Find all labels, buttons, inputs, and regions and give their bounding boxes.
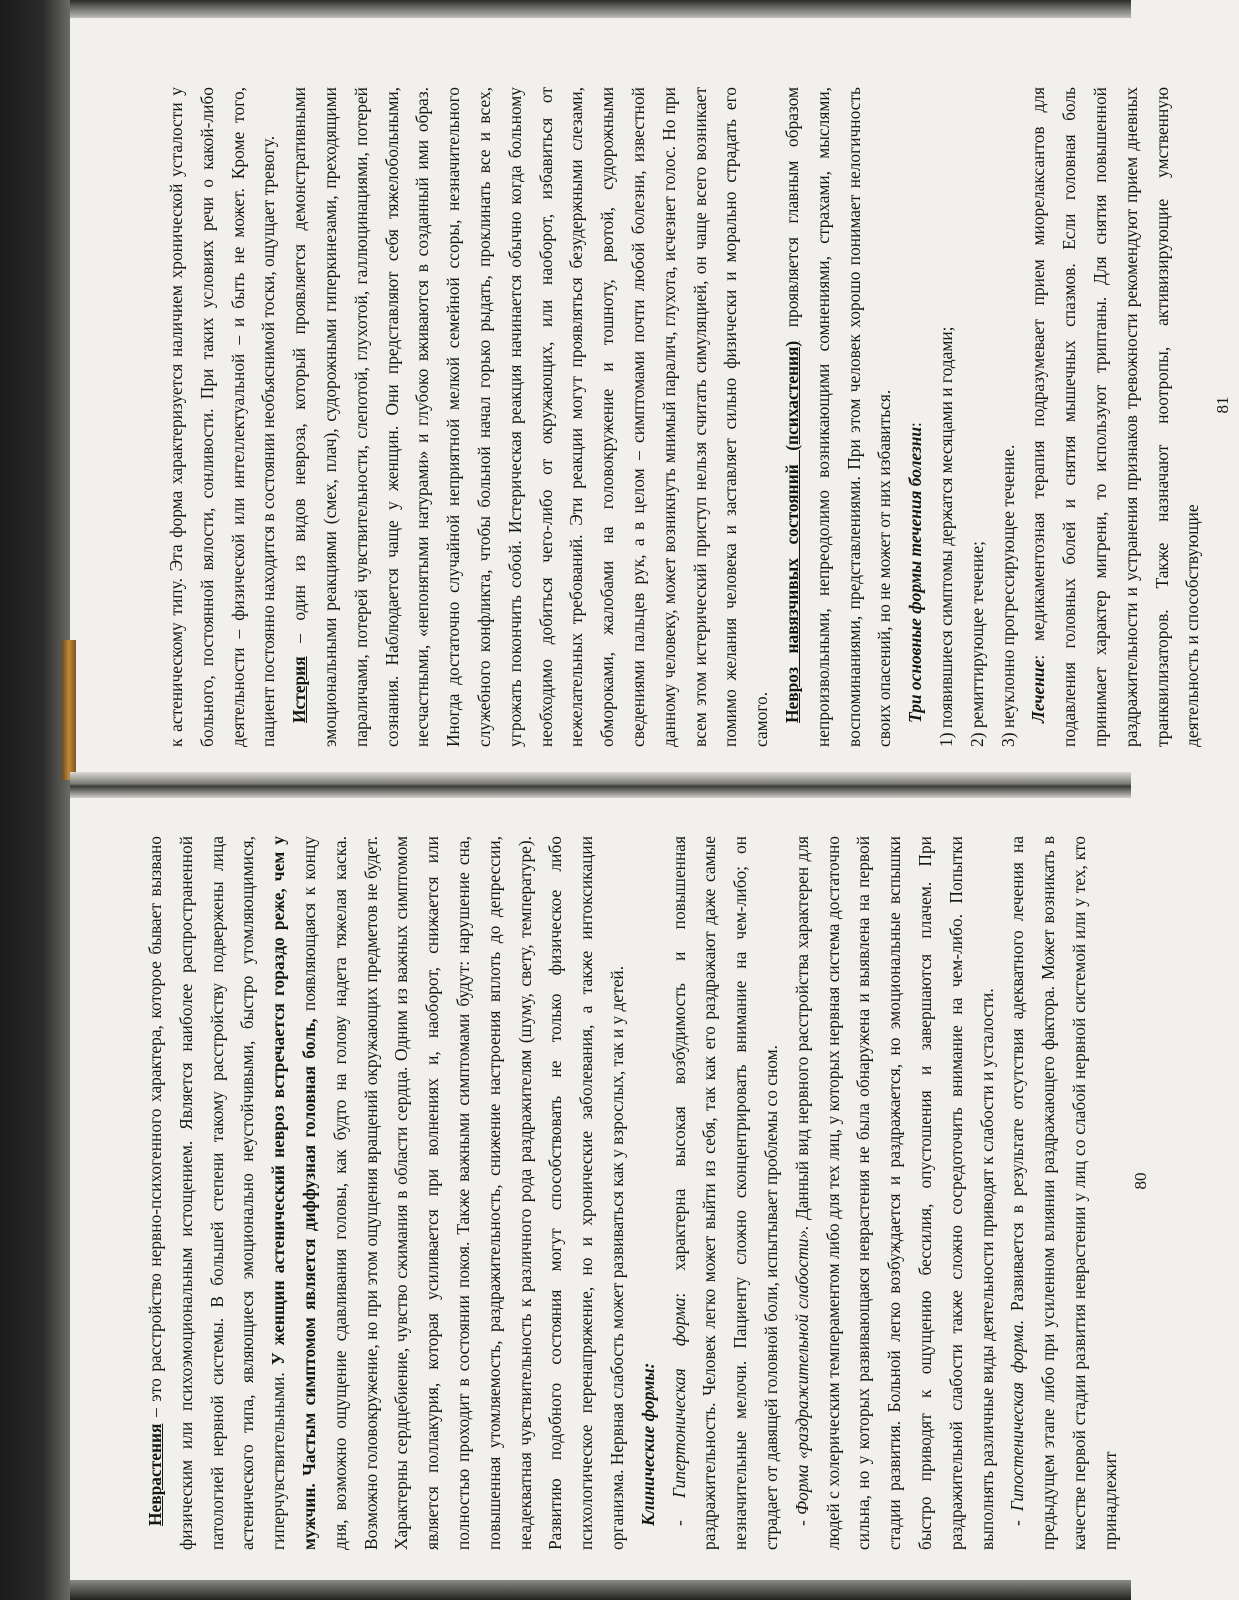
page-81 [161, 87, 1239, 747]
treatment-paragraph [1023, 87, 1208, 747]
neurasthenia-text: – это расстройство нервно-психогенного характера, которое бывает вызвано физическим или психоэмоциональным истощением. Является наиболее распространенной патологией нервной системы. В большей степени такому расстройству подвержены лица астенического типа, являющиеся эмоционально неустойчивыми, быстро утомляющимися, гиперчувствительными. [145, 836, 289, 1550]
form-hyposthenic: - Гипостеническая форма. Развивается в результате отсутствия адекватного лечения на предыдущем этапе либо при усиленном влиянии раздражающего фактора. Может возникать в качестве первой стадии развития неврастении у лиц со слабой нервной системой или у тех, кто принадлежит [1007, 835, 1120, 1550]
form-hyposthenic-text: . Развивается в результате отсутствия адекватного лечения на предыдущем этапе либо при усиленном влиянии раздражающего фактора. Может возникать в качестве первой стадии развития неврастении у лиц со слабой нервной системой или у тех, кто принадлежит [1007, 835, 1120, 1550]
form-irritable-name: Форма «раздражительной слабости». [791, 1225, 812, 1515]
obsessive-term: Невроз навязчивых состояний (психастения) [781, 340, 802, 723]
scan-edge-left [0, 0, 70, 1600]
neurasthenia-term: Неврастения [145, 1423, 165, 1526]
neurasthenia-tail: появляющаяся к концу дня, возможно ощущение сдавливания головы, как будто на голову надета тяжелая каска. Возможно головокружение, но при этом ощущения вращений окружающих предметов не будет. Характерны сердцебиение, чувство сжимания в области сердца. Одним из важных симптомом является поллакурия, которая усиливается при волнениях и, наоборот, снижается или полностью проходит в состоянии покоя. Также важными симптомами будут: нарушение сна, повышенная утомляемость, раздражительность, снижение настроения вплоть до депрессии, неадекватная чувствительность к различного рода раздражителям (шуму, свету, температуре). Развитию подобного состояния могут способствовать не только физическое либо психологическое перенапряжение, но и хронические заболевания, а также интоксикации организма. Нервная слабость может развиваться как у взрослых, так и у детей. [298, 836, 627, 1550]
scan-edge-top [70, 0, 1131, 18]
hysteria-text: – один из видов невроза, который проявляется демонстративными эмоциональными реакциями (смех, плач), судорожными гиперкинезами, преходящими параличами, потерей чувствительности, слепотой, глухотой, галлюцинациями, потерей сознания. Наблюдается чаще у женщин. Они представляют себя тяжелобольными, несчастными, «непонятыми натурами» и глубоко вживаются в созданный ими образ. Иногда достаточно случайной неприятной мелкой семейной ссоры, незначительного служебного конфликта, чтобы больной начал горько рыдать, проклинать все и всех, угрожать покончить собой. Истерическая реакция начинается обычно когда больному необходимо добиться чего-либо от окружающих, или наоборот, избавиться от нежелательных требований. Эти реакции могут проявляться безудержными слезами, обмороками, жалобами на головокружение и тошноту, рвотой, судорожными сведениями пальцев рук, а в целом – симптомами почти любой болезни, известной данному человеку, может возникнуть мнимый паралич, глухота, исчезнет голос. Но при всем этом истерический приступ нельзя считать симуляцией, он чаще всего возникает помимо желания человека и заставляет сильно физически и морально страдать его самого. [289, 87, 772, 747]
hysteria-paragraph [284, 87, 777, 747]
scan-edge-bottom [70, 1580, 1131, 1600]
forms-item-1: 1) появившиеся симптомы держатся месяцами и годами; [935, 326, 956, 747]
form-hyposthenic-name: Гипостеническая форма [1007, 1324, 1028, 1512]
form-irritable-text: Данный вид нервного расстройства характерен для людей с холерическим темпераментом либо для тех лиц, у которых нервная система достаточно сильна, но у которых развивающаяся неврастения не была обнаружена и выявлена на первой стадии развития. Больной легко возбуждается и раздражается, но эмоциональные вспышки быстро приводят к ощущению бессилия, опустошения и завершаются плачем. При раздражительной слабости также сложно сосредоточить внимание на чем-либо. Попытки выполнять различные виды деятельности приводят к слабости и усталости. [791, 835, 997, 1550]
form-hypertonic-text: : характерна высокая возбудимость и повышенная раздражительность. Человек легко может выйти из себя, так как его раздражают даже самые незначительные мелочи. Пациенту сложно сконцентрировать внимание на чем-либо; он страдает от давящей головной боли, испытывает проблемы со сном. [668, 836, 781, 1550]
form-irritable-weakness: - Форма «раздражительной слабости». Данный вид нервного расстройства характерен для людей с холерическим темпераментом либо для тех лиц, у которых нервная система достаточно сильна, но у которых развивающаяся неврастения не была обнаружена и выявлена на первой стадии развития. Больной легко возбуждается и раздражается, но эмоциональные вспышки быстро приводят к ощущению бессилия, опустошения и завершаются плачем. При раздражительной слабости также сложно сосредоточить внимание на чем-либо. Попытки выполнять различные виды деятельности приводят к слабости и усталости. [791, 835, 997, 1550]
obsessive-paragraph [777, 87, 900, 747]
forms-item-2: 2) ремиттирующее течение; [966, 541, 987, 747]
form-hypertonic-name: Гипертоническая форма [668, 1297, 689, 1498]
form-hypertonic: - Гипертоническая форма: характерна высокая возбудимость и повышенная раздражительность. Человек легко может выйти из себя, так как его раздражают даже самые незначительные мелочи. Пациенту сложно сконцентрировать внимание на чем-либо; он страдает от давящей головной боли, испытывает проблемы со сном. [668, 836, 781, 1550]
page-number-80: 80 [1130, 1172, 1150, 1190]
neurasthenia-bold-text: У женщин астенический невроз встречается гораздо реже, чем у мужчин. Частым симптомом является диффузная головная боль, [268, 835, 319, 1550]
obsessive-text: проявляется главным образом непроизвольными, непреодолимо возникающими сомнениями, страхами, мыслями, воспоминаниями, представлениями. При этом человек хорошо понимает нелогичность своих опасений, но не может от них избавиться. [781, 87, 895, 747]
treatment-text: : медикаментозная терапия подразумевает прием миорелаксантов для подавления головных болей и снятия мышечных спазмов. Если головная боль принимает характер мигрени, то используют триптаны. Для снятия повышенной раздражительности и устранения признаков тревожности рекомендуют прием дневных транквилизаторов. Также назначают ноотропы, активизирующие умственную деятельность и способствующие [1028, 87, 1203, 747]
treatment-term: Лечение [1028, 659, 1049, 723]
clinical-forms-heading: Клинические формы: [637, 1362, 658, 1526]
neurasthenia-paragraph [140, 836, 633, 1550]
page-tab-marker [62, 640, 76, 780]
hysteria-term: Истерия [289, 656, 310, 723]
book-spine-fold [70, 772, 1131, 798]
page-80 [140, 836, 1156, 1550]
page-number-81: 81 [1213, 396, 1233, 414]
asthenic-continuation: к астеническому типу. Эта форма характеризуется наличием хронической усталости у больного, постоянной вялости, сонливости. При таких условиях речи о какой-либо деятельности – физической или интеллектуальной – и быть не может. Кроме того, пациент постоянно находится в состоянии необъяснимой тоски, ощущает тревогу. [166, 87, 279, 747]
forms-heading: Три основные формы течения болезни: [905, 422, 926, 723]
forms-item-3: 3) неуклонно прогрессирующее течение. [997, 444, 1018, 747]
